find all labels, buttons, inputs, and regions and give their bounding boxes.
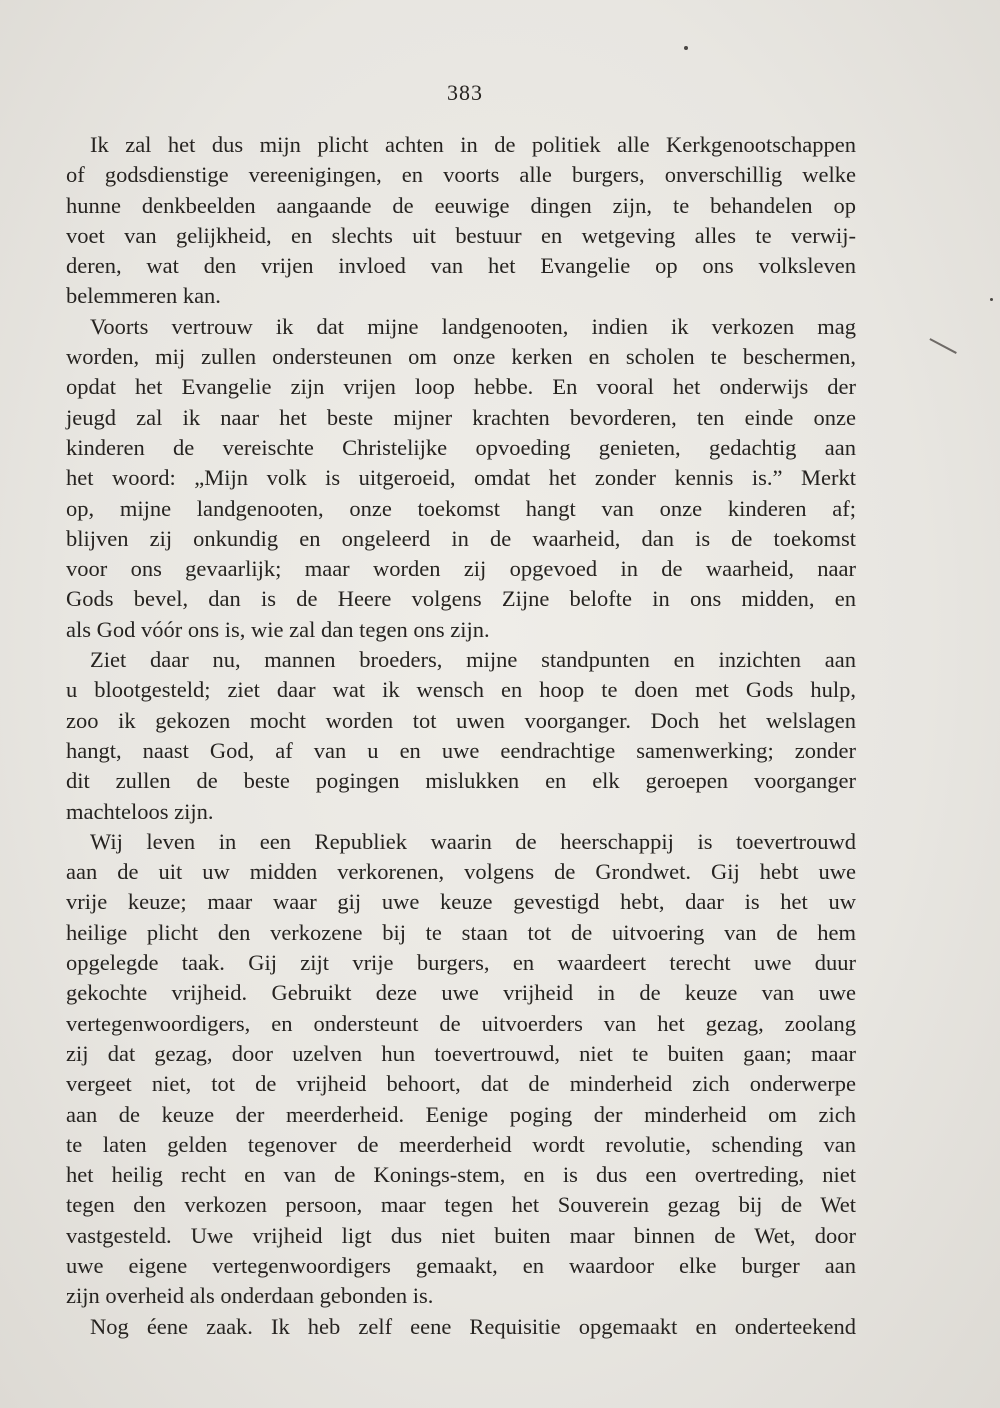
text-line: Ik zal het dus mijn plicht achten in de politiek alle Kerkgenootschappen (90, 132, 856, 157)
text-line: aan de uit uw midden verkorenen, volgens de Grondwet. Gij hebt uwe (66, 859, 856, 885)
text-line: zij dat gezag, door uzelven hun toevertrouwd, niet te buiten gaan; maar (66, 1040, 856, 1066)
paragraph-2 (66, 312, 856, 645)
text-line: opgelegde taak. Gij zijt vrije burgers, en waardeert terecht uwe duur (66, 950, 856, 976)
text-line: aan de keuze der meerderheid. Eenige poging der minderheid om zich (66, 1101, 856, 1127)
print-speck (684, 46, 688, 50)
text-line: opdat het Evangelie zijn vrijen loop hebbe. En vooral het onderwijs der (66, 374, 856, 400)
paragraph-1 (66, 130, 856, 312)
text-line: voet van gelijkheid, en slechts uit bestuur en wetgeving alles te verwij- (66, 222, 856, 248)
text-line: of godsdienstige vereenigingen, en voorts alle burgers, onverschillig welke (66, 162, 856, 188)
text-line: heilige plicht den verkozene bij te staan tot de uitvoering van de hem (66, 919, 856, 945)
text-line: Wij leven in een Republiek waarin de heerschappij is toevertrouwd (90, 828, 856, 854)
text-line: hangt, naast God, af van u en uwe eendrachtige samenwerking; zonder (66, 737, 856, 763)
print-speck (990, 298, 993, 301)
text-line: zijn overheid als onderdaan gebonden is. (66, 1283, 434, 1309)
text-line: worden, mij zullen ondersteunen om onze kerken en scholen te beschermen, (66, 344, 856, 370)
text-line: voor ons gevaarlijk; maar worden zij opgevoed in de waarheid, naar (66, 556, 856, 582)
paragraph-5 (66, 1312, 856, 1342)
body-text (66, 130, 856, 1342)
text-line: machteloos zijn. (66, 798, 214, 824)
text-line: dit zullen de beste pogingen mislukken en elk geroepen voorganger (66, 768, 856, 794)
text-line: het woord: „Mijn volk is uitgeroeid, omdat het zonder kennis is.” Merkt (66, 465, 856, 491)
text-line: vrije keuze; maar waar gij uwe keuze gevestigd hebt, daar is het uw (66, 889, 856, 915)
text-line: zoo ik gekozen mocht worden tot uwen voorganger. Doch het welslagen (66, 707, 856, 733)
text-line: Nog éene zaak. Ik heb zelf eene Requisitie opgemaakt en onderteekend (90, 1313, 856, 1339)
text-line: Gods bevel, dan is de Heere volgens Zijne belofte in ons midden, en (66, 586, 856, 612)
text-line: kinderen de vereischte Christelijke opvoeding genieten, gedachtig aan (66, 434, 856, 460)
text-line: tegen den verkozen persoon, maar tegen het Souverein gezag bij de Wet (66, 1192, 856, 1218)
text-line: vergeet niet, tot de vrijheid behoort, dat de minderheid zich onderwerpe (66, 1071, 856, 1097)
page-number: 383 (447, 80, 483, 105)
text-line: blijven zij onkundig en ongeleerd in de waarheid, dan is de toekomst (66, 525, 856, 551)
text-line: het heilig recht en van de Konings-stem, en is dus een overtreding, niet (66, 1162, 856, 1188)
text-line: op, mijne landgenooten, onze toekomst hangt van onze kinderen af; (66, 495, 856, 521)
text-line: uwe eigene vertegenwoordigers gemaakt, en waardoor elke burger aan (66, 1252, 856, 1278)
text-line: hunne denkbeelden aangaande de eeuwige dingen zijn, te behandelen op (66, 192, 856, 218)
text-line: Ziet daar nu, mannen broeders, mijne standpunten en inzichten aan (90, 647, 856, 673)
text-line: als God vóór ons is, wie zal dan tegen ons zijn. (66, 616, 490, 642)
text-line: vastgesteld. Uwe vrijheid ligt dus niet buiten maar binnen de Wet, door (66, 1222, 856, 1248)
text-line: deren, wat den vrijen invloed van het Evangelie op ons volksleven (66, 253, 856, 279)
paragraph-4 (66, 827, 856, 1312)
text-line: vertegenwoordigers, en ondersteunt de uitvoerders van het gezag, zoolang (66, 1010, 856, 1036)
page-edge-mark (930, 338, 957, 353)
paragraph-3 (66, 645, 856, 827)
text-line: jeugd zal ik naar het beste mijner krachten bevorderen, ten einde onze (66, 404, 856, 430)
text-line: Voorts vertrouw ik dat mijne landgenooten, indien ik verkozen mag (90, 313, 856, 339)
text-line: belemmeren kan. (66, 283, 221, 309)
text-line: te laten gelden tegenover de meerderheid wordt revolutie, schending van (66, 1131, 856, 1157)
text-line: gekochte vrijheid. Gebruikt deze uwe vrijheid in de keuze van uwe (66, 980, 856, 1006)
text-line: u blootgesteld; ziet daar wat ik wensch en hoop te doen met Gods hulp, (66, 677, 856, 703)
